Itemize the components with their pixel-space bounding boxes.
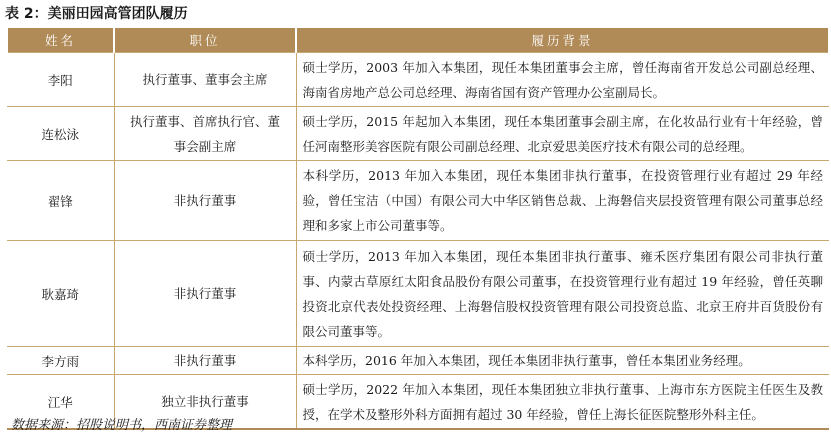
executive-team-table	[6, 28, 830, 430]
cell-background: 硕士学历，2013 年加入本集团，现任本集团非执行董事、雍禾医疗集团有限公司非执行董事、内蒙古草原红太阳食品股份有限公司董事，在投资管理行业有超过 19 年经验，曾任英聊投资北京代表处投资经理、上海磐信股权投资管理有限公司投资总监、北京王府井百货股份有限公司董事等。	[296, 241, 829, 347]
cell-name: 连松泳	[7, 107, 114, 161]
cell-name: 耿嘉琦	[7, 241, 114, 347]
cell-position: 独立非执行董事	[114, 375, 296, 430]
cell-name: 李方雨	[7, 347, 114, 375]
cell-background: 本科学历，2013 年加入本集团，现任本集团非执行董事，在投资管理行业有超过 29 年经验，曾任宝洁（中国）有限公司大中华区销售总裁、上海磐信夹层投资管理有限公司董事总经理和多家上市公司董事等。	[296, 161, 829, 241]
cell-name: 李阳	[7, 53, 114, 107]
cell-name: 翟锋	[7, 161, 114, 241]
table-row	[7, 107, 829, 161]
cell-background: 硕士学历，2003 年加入本集团，现任本集团董事会主席，曾任海南省开发总公司副总经理、海南省房地产总公司总经理、海南省国有资产管理办公室副局长。	[296, 53, 829, 107]
cell-background: 硕士学历，2015 年起加入本集团，现任本集团董事会副主席，在化妆品行业有十年经验，曾任河南整形美容医院有限公司副总经理、北京爱思美医疗技术有限公司的总经理。	[296, 107, 829, 161]
cell-position: 执行董事、首席执行官、董事会副主席	[114, 107, 296, 161]
cell-position: 非执行董事	[114, 161, 296, 241]
cell-position: 非执行董事	[114, 241, 296, 347]
data-source-note: 数据来源：招股说明书，西南证券整理	[11, 418, 233, 433]
table-row	[7, 53, 829, 107]
cell-position: 执行董事、董事会主席	[114, 53, 296, 107]
cell-background: 硕士学历，2022 年加入本集团，现任本集团独立非执行董事、上海市东方医院主任医生及教授，在学术及整形外科方面拥有超过 30 年经验，曾任上海长征医院整形外科主任。	[296, 375, 829, 430]
table-row	[7, 347, 829, 375]
cell-name: 江华	[7, 375, 114, 430]
header-background: 履历背景	[296, 28, 829, 53]
table-row	[7, 161, 829, 241]
table-row	[7, 241, 829, 347]
cell-position: 非执行董事	[114, 347, 296, 375]
table-caption: 表 2：美丽田园高管团队履历	[5, 6, 188, 22]
table-header-row	[7, 28, 829, 53]
header-position: 职位	[114, 28, 296, 53]
cell-background: 本科学历，2016 年加入本集团，现任本集团非执行董事，曾任本集团业务经理。	[296, 347, 829, 375]
header-name: 姓名	[7, 28, 114, 53]
